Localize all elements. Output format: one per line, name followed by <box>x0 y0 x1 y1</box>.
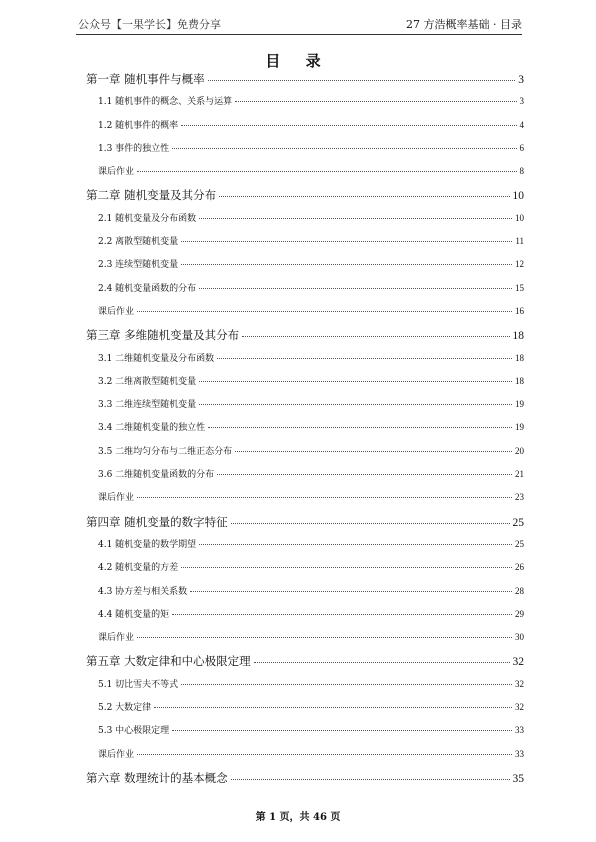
toc-section-entry[interactable] <box>86 467 524 490</box>
toc-entry-page-number: 30 <box>515 632 524 643</box>
toc-dot-leader <box>181 125 516 126</box>
toc-entry-page-number: 23 <box>515 492 524 503</box>
toc-entry-label: 3.4 二维随机变量的独立性 <box>98 423 206 434</box>
toc-entry-page-number: 15 <box>515 282 524 293</box>
toc-section-entry[interactable] <box>86 281 524 304</box>
toc-entry-page-number: 19 <box>515 399 524 410</box>
toc-entry-page-number: 21 <box>515 469 524 480</box>
toc-entry-label: 第六章 数理统计的基本概念 <box>86 770 228 785</box>
toc-dot-leader <box>172 614 512 615</box>
toc-dot-leader <box>172 148 516 149</box>
toc-entry-page-number: 8 <box>519 166 524 177</box>
toc-dot-leader <box>219 196 509 197</box>
toc-entry-label: 第二章 随机变量及其分布 <box>86 188 217 203</box>
toc-section-entry[interactable] <box>86 584 524 607</box>
toc-dot-leader <box>235 101 516 102</box>
toc-section-entry[interactable] <box>86 351 524 374</box>
toc-dot-leader <box>137 637 512 638</box>
toc-entry-page-number: 26 <box>515 562 524 573</box>
toc-entry-page-number: 18 <box>515 375 524 386</box>
toc-entry-page-number: 3 <box>519 96 524 107</box>
toc-entry-label: 5.3 中心极限定理 <box>98 726 170 737</box>
toc-dot-leader <box>190 591 512 592</box>
toc-chapter-entry[interactable] <box>86 327 524 350</box>
toc-entry-label: 第五章 大数定律和中心极限定理 <box>86 654 251 669</box>
toc-dot-leader <box>199 404 512 405</box>
toc-dot-leader <box>181 567 512 568</box>
toc-entry-page-number: 12 <box>515 259 524 270</box>
toc-chapter-entry[interactable] <box>86 770 524 793</box>
toc-entry-page-number: 10 <box>512 190 524 203</box>
toc-section-entry[interactable] <box>86 374 524 397</box>
page-title: 目 录 <box>265 52 331 70</box>
toc-entry-label: 5.2 大数定律 <box>98 703 152 714</box>
table-of-contents <box>86 71 524 793</box>
toc-entry-label: 第一章 随机事件与概率 <box>86 72 205 86</box>
toc-entry-page-number: 33 <box>515 725 524 736</box>
toc-entry-page-number: 18 <box>512 330 524 343</box>
toc-section-entry[interactable] <box>86 723 524 746</box>
toc-entry-label: 课后作业 <box>98 167 135 178</box>
toc-dot-leader <box>208 427 512 428</box>
toc-dot-leader <box>172 730 512 731</box>
toc-entry-page-number: 4 <box>519 119 524 130</box>
toc-entry-label: 2.1 随机变量及分布函数 <box>98 213 197 224</box>
toc-dot-leader <box>181 264 512 265</box>
toc-entry-label: 第三章 多维随机变量及其分布 <box>86 328 240 343</box>
toc-entry-page-number: 29 <box>515 608 524 619</box>
toc-section-entry[interactable] <box>86 211 524 234</box>
toc-entry-page-number: 32 <box>512 656 524 669</box>
toc-dot-leader <box>231 523 510 524</box>
toc-entry-label: 4.3 协方差与相关系数 <box>98 586 188 597</box>
toc-entry-page-number: 33 <box>515 748 524 759</box>
toc-section-entry[interactable] <box>86 747 524 770</box>
page-footer: 第 1 页，共 46 页 <box>255 812 341 823</box>
toc-dot-leader <box>242 336 509 337</box>
toc-entry-label: 3.1 二维随机变量及分布函数 <box>98 353 215 364</box>
toc-entry-page-number: 32 <box>515 702 524 713</box>
toc-section-entry[interactable] <box>86 164 524 187</box>
toc-entry-label: 1.3 事件的独立性 <box>98 143 170 154</box>
toc-dot-leader <box>217 474 512 475</box>
toc-dot-leader <box>235 451 512 452</box>
toc-section-entry[interactable] <box>86 444 524 467</box>
toc-section-entry[interactable] <box>86 257 524 280</box>
toc-dot-leader <box>137 171 516 172</box>
toc-dot-leader <box>154 707 512 708</box>
toc-section-entry[interactable] <box>86 537 524 560</box>
toc-entry-page-number: 28 <box>515 585 524 596</box>
toc-chapter-entry[interactable] <box>86 71 524 94</box>
toc-entry-label: 4.2 随机变量的方差 <box>98 563 179 574</box>
toc-dot-leader <box>137 754 512 755</box>
toc-entry-label: 4.1 随机变量的数学期望 <box>98 539 197 550</box>
toc-entry-page-number: 18 <box>515 352 524 363</box>
toc-chapter-entry[interactable] <box>86 187 524 210</box>
toc-entry-page-number: 25 <box>515 538 524 549</box>
toc-entry-page-number: 19 <box>515 422 524 433</box>
toc-section-entry[interactable] <box>86 630 524 653</box>
toc-entry-label: 1.2 随机事件的概率 <box>98 120 179 131</box>
toc-chapter-entry[interactable] <box>86 653 524 676</box>
toc-entry-page-number: 35 <box>512 772 524 785</box>
toc-entry-page-number: 25 <box>512 516 524 529</box>
header-right-text: 27 方浩概率基础 · 目录 <box>406 18 522 31</box>
toc-section-entry[interactable] <box>86 700 524 723</box>
page-header <box>76 16 522 35</box>
toc-entry-page-number: 10 <box>515 212 524 223</box>
toc-dot-leader <box>199 381 512 382</box>
toc-entry-page-number: 16 <box>515 305 524 316</box>
toc-section-entry[interactable] <box>86 118 524 141</box>
toc-dot-leader <box>199 288 512 289</box>
toc-dot-leader <box>208 80 516 81</box>
toc-section-entry[interactable] <box>86 420 524 443</box>
toc-dot-leader <box>231 779 510 780</box>
toc-entry-label: 1.1 随机事件的概念、关系与运算 <box>98 97 233 108</box>
toc-entry-label: 2.2 离散型随机变量 <box>98 237 179 248</box>
toc-dot-leader <box>254 662 510 663</box>
toc-entry-label: 3.6 二维随机变量函数的分布 <box>98 470 215 481</box>
toc-entry-label: 5.1 切比雪夫不等式 <box>98 679 179 690</box>
toc-entry-label: 3.5 二维均匀分布与二维正态分布 <box>98 446 233 457</box>
toc-entry-label: 课后作业 <box>98 749 135 760</box>
toc-entry-label: 2.4 随机变量函数的分布 <box>98 283 197 294</box>
toc-dot-leader <box>181 684 512 685</box>
toc-dot-leader <box>199 218 512 219</box>
toc-entry-page-number: 3 <box>518 74 524 86</box>
toc-entry-page-number: 6 <box>519 142 524 153</box>
toc-dot-leader <box>217 358 512 359</box>
toc-entry-page-number: 32 <box>515 678 524 689</box>
toc-section-entry[interactable] <box>86 304 524 327</box>
toc-dot-leader <box>137 497 512 498</box>
toc-section-entry[interactable] <box>86 94 524 117</box>
toc-chapter-entry[interactable] <box>86 514 524 537</box>
toc-entry-label: 3.3 二维连续型随机变量 <box>98 400 197 411</box>
toc-entry-page-number: 11 <box>515 236 524 247</box>
toc-entry-label: 4.4 随机变量的矩 <box>98 609 170 620</box>
toc-dot-leader <box>137 311 512 312</box>
toc-dot-leader <box>181 241 512 242</box>
toc-section-entry[interactable] <box>86 607 524 630</box>
toc-entry-label: 课后作业 <box>98 306 135 317</box>
toc-entry-label: 第四章 随机变量的数字特征 <box>86 514 228 529</box>
header-left-text: 公众号【一果学长】免费分享 <box>78 18 221 31</box>
toc-section-entry[interactable] <box>86 560 524 583</box>
toc-entry-page-number: 20 <box>515 445 524 456</box>
toc-entry-label: 2.3 连续型随机变量 <box>98 260 179 271</box>
toc-entry-label: 课后作业 <box>98 633 135 644</box>
toc-entry-label: 课后作业 <box>98 493 135 504</box>
toc-section-entry[interactable] <box>86 141 524 164</box>
toc-section-entry[interactable] <box>86 397 524 420</box>
toc-section-entry[interactable] <box>86 677 524 700</box>
toc-entry-label: 3.2 二维离散型随机变量 <box>98 376 197 387</box>
toc-section-entry[interactable] <box>86 490 524 513</box>
toc-dot-leader <box>199 544 512 545</box>
toc-section-entry[interactable] <box>86 234 524 257</box>
